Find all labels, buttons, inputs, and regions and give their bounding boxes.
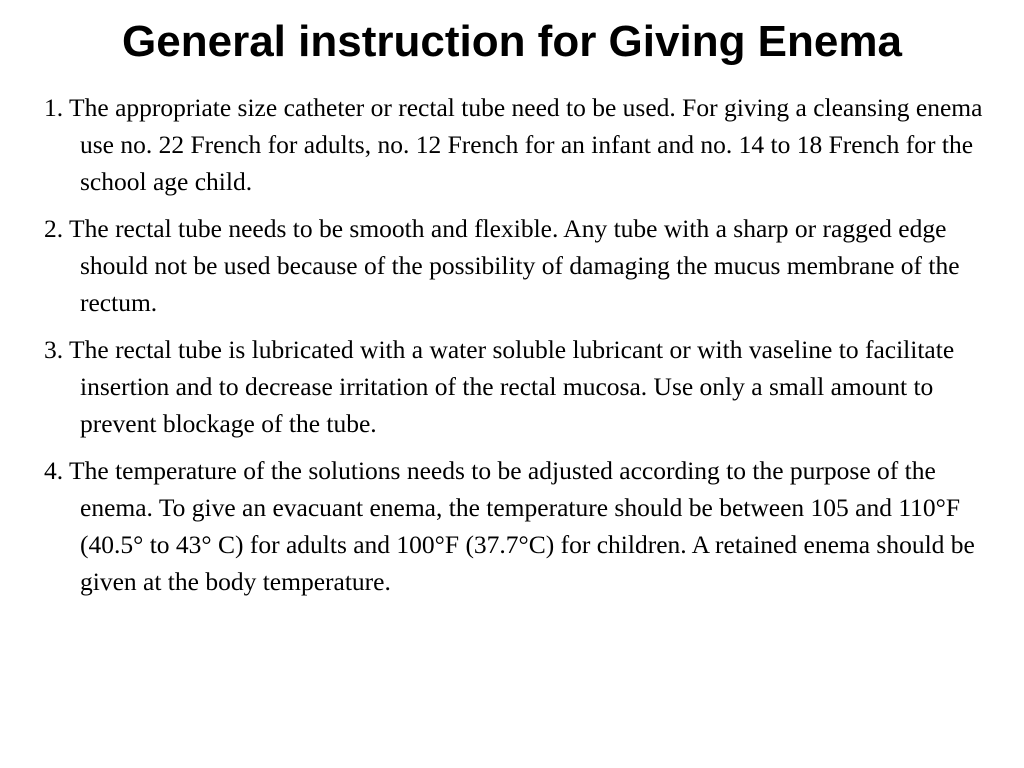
item-text: The rectal tube is lubricated with a water soluble lubricant or with vaseline to facilitate insertion and to decrease irritation of the rectal mucosa. Use only a small amount to prevent blockage of the tube. — [69, 335, 955, 438]
instruction-item-4 — [44, 452, 994, 600]
instruction-item-3 — [44, 331, 994, 442]
item-number: 2. — [44, 214, 64, 243]
item-text: The rectal tube needs to be smooth and flexible. Any tube with a sharp or ragged edge should not be used because of the possibility of damaging the mucus membrane of the rectum. — [69, 214, 960, 317]
slide-title: General instruction for Giving Enema — [122, 17, 902, 66]
instruction-item-2 — [44, 210, 994, 321]
instruction-list — [44, 89, 994, 610]
instruction-item-1 — [44, 89, 994, 200]
item-text: The appropriate size catheter or rectal tube need to be used. For giving a cleansing enema use no. 22 French for adults, no. 12 French for an infant and no. 14 to 18 French for the school age child. — [69, 93, 983, 196]
item-number: 3. — [44, 335, 64, 364]
item-number: 4. — [44, 456, 64, 485]
item-text: The temperature of the solutions needs to be adjusted according to the purpose of the enema. To give an evacuant enema, the temperature should be between 105 and 110°F (40.5° to 43° C) for adults and 100°F (37.7°C) for children. A retained enema should be given at the body temperature. — [69, 456, 975, 596]
item-number: 1. — [44, 93, 64, 122]
